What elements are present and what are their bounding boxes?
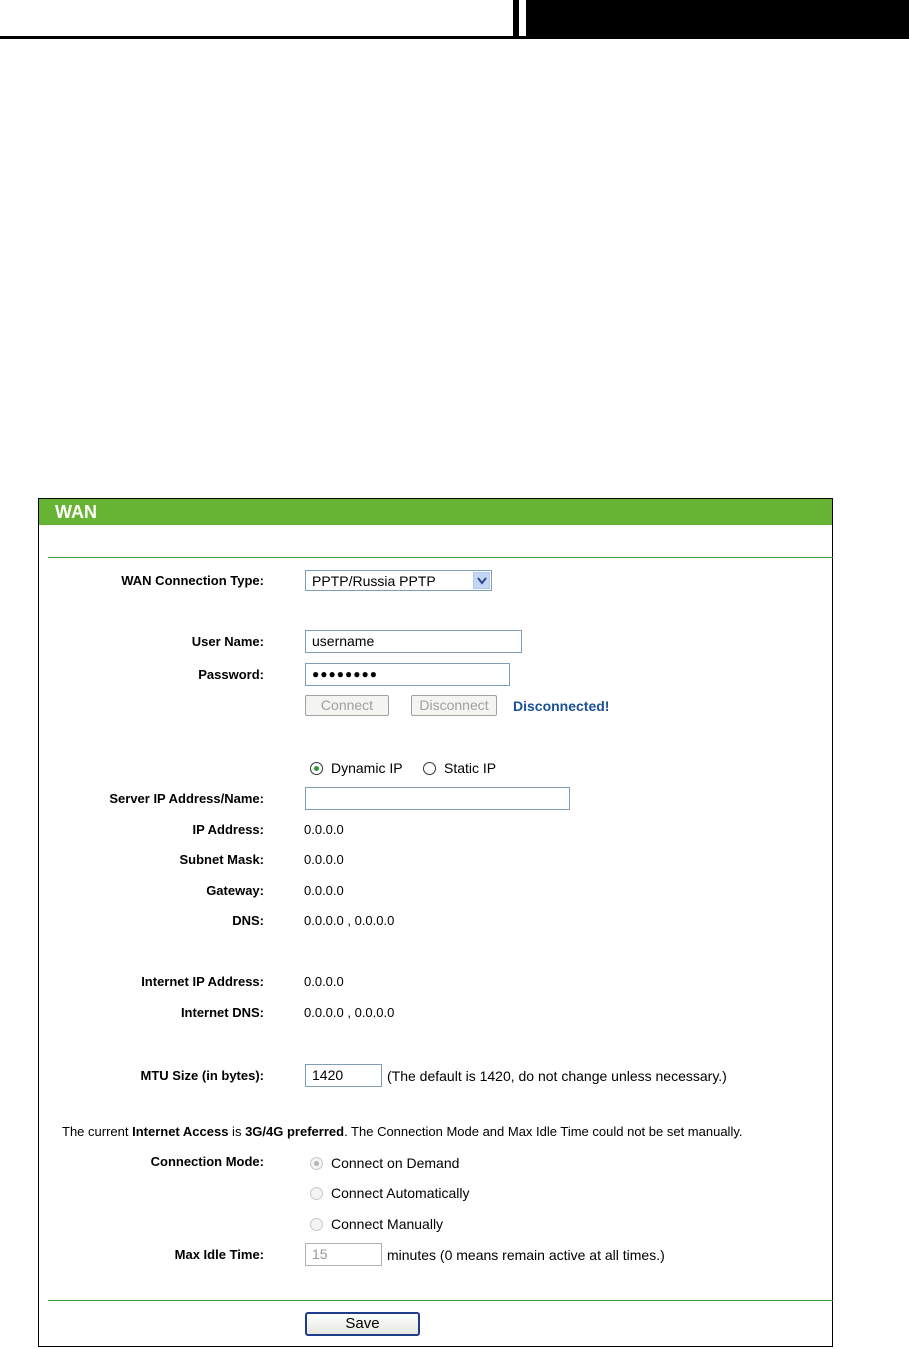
max-idle-input[interactable]: 15 (305, 1243, 382, 1266)
access-notice (62, 1124, 742, 1139)
connect-on-demand-label: Connect on Demand (331, 1155, 460, 1171)
internet-dns-value: 0.0.0.0 , 0.0.0.0 (304, 1005, 395, 1020)
bottom-divider (48, 1300, 833, 1301)
dynamic-ip-radio[interactable] (310, 762, 323, 775)
mtu-label: MTU Size (in bytes): (140, 1068, 264, 1083)
ip-address-value: 0.0.0.0 (304, 822, 344, 837)
connection-status: Disconnected! (513, 698, 610, 714)
password-input[interactable]: ●●●●●●●● (305, 663, 510, 686)
connect-automatically-radio[interactable] (310, 1187, 323, 1200)
panel-title: WAN (55, 502, 97, 522)
header-black-bar (526, 0, 909, 36)
internet-ip-value: 0.0.0.0 (304, 974, 344, 989)
notice-prefix: The current (62, 1124, 133, 1139)
save-button[interactable]: Save (305, 1312, 420, 1336)
static-ip-radio[interactable] (423, 762, 436, 775)
internet-ip-label: Internet IP Address: (141, 974, 264, 989)
internet-dns-label: Internet DNS: (180, 1005, 264, 1020)
max-idle-hint: minutes (0 means remain active at all times.) (387, 1247, 665, 1263)
wan-type-select[interactable] (305, 570, 492, 591)
header-divider-gap (513, 0, 519, 38)
dns-label: DNS: (232, 913, 264, 928)
user-name-label: User Name: (191, 634, 264, 649)
dns-value: 0.0.0.0 , 0.0.0.0 (304, 913, 395, 928)
panel-banner (39, 499, 832, 525)
notice-suffix: . The Connection Mode and Max Idle Time could not be set manually. (344, 1124, 743, 1139)
ip-address-label: IP Address: (192, 822, 264, 837)
connect-manually-radio[interactable] (310, 1218, 323, 1231)
server-ip-input[interactable] (305, 787, 570, 810)
notice-preference: 3G/4G preferred (245, 1124, 345, 1139)
connect-on-demand-radio[interactable] (310, 1157, 323, 1170)
notice-internet-access: Internet Access (132, 1124, 229, 1139)
subnet-mask-value: 0.0.0.0 (304, 852, 344, 867)
mtu-hint: (The default is 1420, do not change unless necessary.) (387, 1068, 727, 1084)
static-ip-label: Static IP (444, 760, 497, 776)
gateway-value: 0.0.0.0 (304, 883, 344, 898)
connect-manually-label: Connect Manually (331, 1216, 444, 1232)
connection-mode-label: Connection Mode: (150, 1154, 264, 1169)
user-name-input[interactable]: username (305, 630, 522, 653)
password-label: Password: (198, 667, 264, 682)
header-rule (0, 36, 909, 39)
server-ip-label: Server IP Address/Name: (109, 791, 264, 806)
subnet-mask-label: Subnet Mask: (179, 852, 264, 867)
wan-type-value: PPTP/Russia PPTP (312, 573, 436, 589)
mtu-input[interactable]: 1420 (305, 1064, 382, 1087)
wan-type-label: WAN Connection Type: (121, 573, 264, 588)
connect-button[interactable]: Connect (305, 695, 389, 716)
wan-settings-panel (38, 498, 833, 1347)
dynamic-ip-label: Dynamic IP (331, 760, 403, 776)
connect-automatically-label: Connect Automatically (331, 1185, 470, 1201)
disconnect-button[interactable]: Disconnect (411, 695, 497, 716)
max-idle-label: Max Idle Time: (174, 1247, 264, 1262)
top-divider (48, 557, 833, 558)
notice-mid: is (228, 1124, 246, 1139)
gateway-label: Gateway: (206, 883, 264, 898)
chevron-down-icon[interactable] (473, 572, 490, 589)
